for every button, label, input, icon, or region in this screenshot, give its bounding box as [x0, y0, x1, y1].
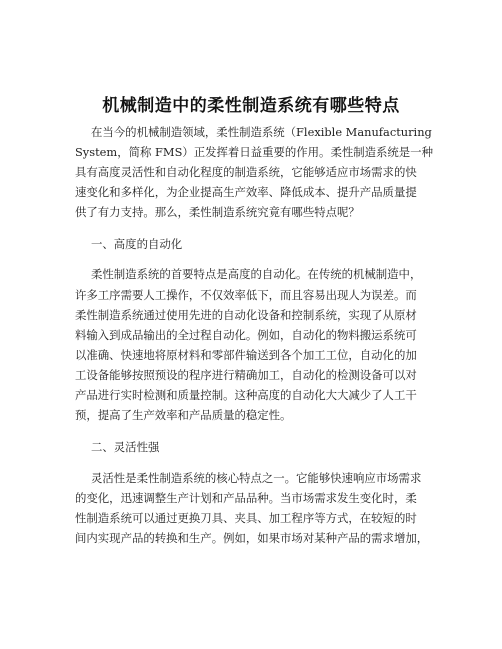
section-heading: 二、灵活性强 — [91, 440, 160, 454]
section-line: 灵活性是柔性制造系统的核心特点之一。它能够快速响应市场需求 — [91, 471, 422, 485]
section-line: 以准确、快速地将原材料和零部件输送到各个加工工位，自动化的加 — [75, 348, 417, 362]
section-line: 性制造系统可以通过更换刀具、夹具、加工程序等方式，在较短的时 — [75, 511, 417, 525]
intro-line: 在当今的机械制造领域，柔性制造系统（Flexible Manufacturing — [91, 125, 432, 139]
section-line: 料输入到成品输出的全过程自动化。例如，自动化的物料搬运系统可 — [75, 328, 417, 342]
intro-line: 速变化和多样化，为企业提高生产效率、降低成本、提升产品质量提 — [75, 185, 417, 199]
intro-line: System，简称 FMS）正发挥着日益重要的作用。柔性制造系统是一种 — [75, 145, 433, 159]
section-line: 柔性制造系统通过使用先进的自动化设备和控制系统，实现了从原材 — [75, 308, 417, 322]
section-heading: 一、高度的自动化 — [91, 237, 183, 251]
section-line: 产品进行实时检测和质量控制。这种高度的自动化大大减少了人工干 — [75, 388, 417, 402]
section-line: 许多工序需要人工操作，不仅效率低下，而且容易出现人为误差。而 — [75, 288, 417, 302]
section-line: 的变化，迅速调整生产计划和产品品种。当市场需求发生变化时，柔 — [75, 491, 417, 505]
intro-line: 供了有力支持。那么，柔性制造系统究竟有哪些特点呢？ — [75, 205, 360, 219]
section-line: 预，提高了生产效率和产品质量的稳定性。 — [75, 408, 292, 422]
section-line: 间内实现产品的转换和生产。例如，如果市场对某种产品的需求增加， — [75, 531, 429, 545]
intro-line: 具有高度灵活性和自动化程度的制造系统，它能够适应市场需求的快 — [75, 165, 417, 179]
section-line: 工设备能够按照预设的程序进行精确加工，自动化的检测设备可以对 — [75, 368, 417, 382]
document-title: 机械制造中的柔性制造系统有哪些特点 — [102, 96, 400, 116]
section-line: 柔性制造系统的首要特点是高度的自动化。在传统的机械制造中， — [91, 267, 422, 281]
